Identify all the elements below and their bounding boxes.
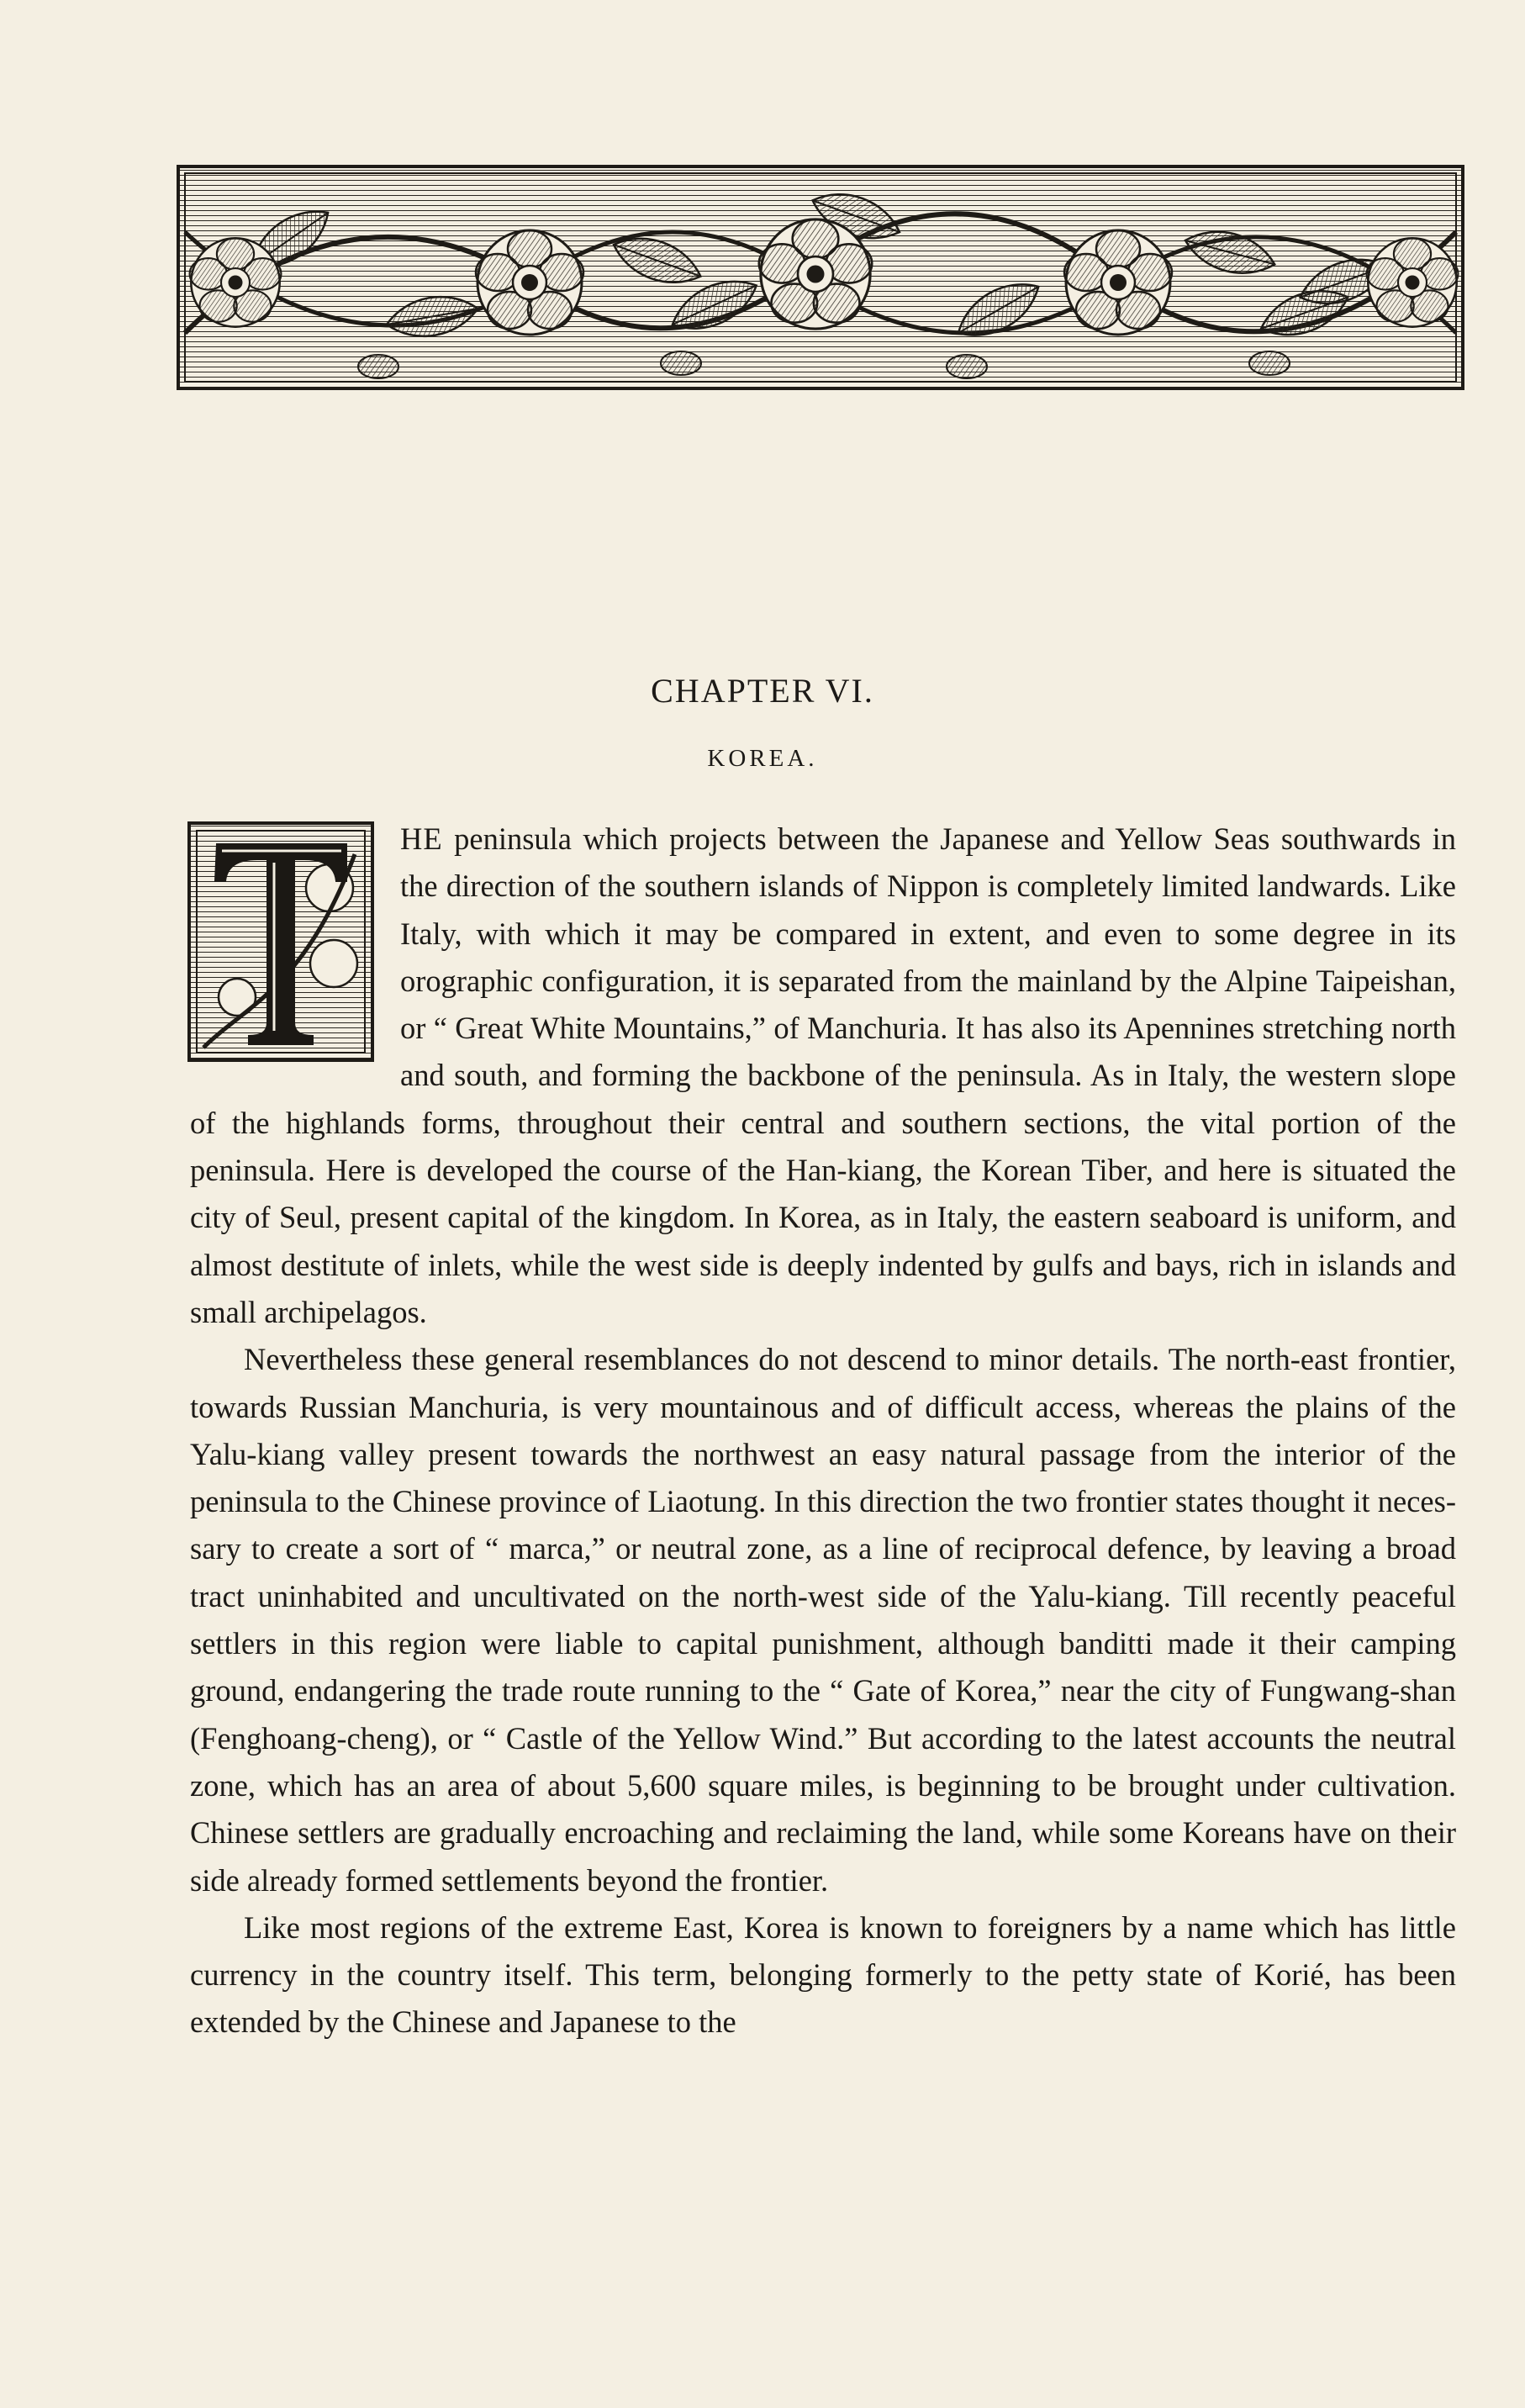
body-text: [190, 816, 1456, 2046]
chapter-title: CHAPTER VI.: [651, 672, 874, 710]
first-word: HE: [400, 821, 443, 856]
section-title: KOREA.: [707, 745, 818, 772]
floral-ornament-band-icon: [177, 165, 1464, 390]
paragraph-1-text: peninsula which projects between the Japanese and Yellow Seas southwards in the direction of the southern islands of Nippon is completely limited landwards. Like Italy, with which it may be compared in extent, and even to some degree in its orographic configuration, it is separated from the mainland by the Alpine Taipeishan, or “ Great White Mountains,” of Manchuria. It has also its Apennines stretching north and south, and forming the backbone of the peninsula. As in Italy, the western slope of the highlands forms, throughout their central and southern sections, the vital portion of the peninsula. Here is developed the course of the Han-kiang, the Korean Tiber, and here is situated the city of Seul, present capital of the kingdom. In Korea, as in Italy, the eastern seaboard is uniform, and almost destitute of inlets, while the west side is deeply indented by gulfs and bays, rich in islands and small archipelagos.: [190, 821, 1456, 1329]
ornamental-initial-icon: [187, 821, 375, 1063]
paragraph-1: [190, 816, 1456, 1336]
paragraph-3: Like most regions of the extreme East, Korea is known to foreigners by a name which has little currency in the country itself. This term, belonging formerly to the petty state of Korié, has been extended by the Chinese and Japanese to the: [190, 1909, 1456, 2040]
paragraph-2: Nevertheless these general resemblances do not descend to minor details. The north-east frontier, towards Russian Manchuria, is very mountainous and of difficult access, whereas the plains of the Yalu-kiang valley present towards the northwest an easy natural passage from the interior of the peninsula to the Chinese province of Liaotung. In this direction the two frontier states thought it necessary to create a sort of “ marca,” or neutral zone, as a line of reciprocal defence, by leaving a broad tract uninhabited and uncultivated on the north-west side of the Yalu-kiang. Till recently peaceful settlers in this region were liable to capital punishment, although banditti made it their camping ground, endangering the trade route running to the “ Gate of Korea,” near the city of Fungwang-shan (Fenghoang-cheng), or “ Castle of the Yellow Wind.” But according to the latest accounts the neutral zone, which has an area of about 5,600 square miles, is beginning to be brought under cultivation. Chinese settlers are gradually encroaching and reclaiming the land, while some Koreans have on their side already formed settlements beyond the frontier.: [190, 1342, 1456, 1898]
